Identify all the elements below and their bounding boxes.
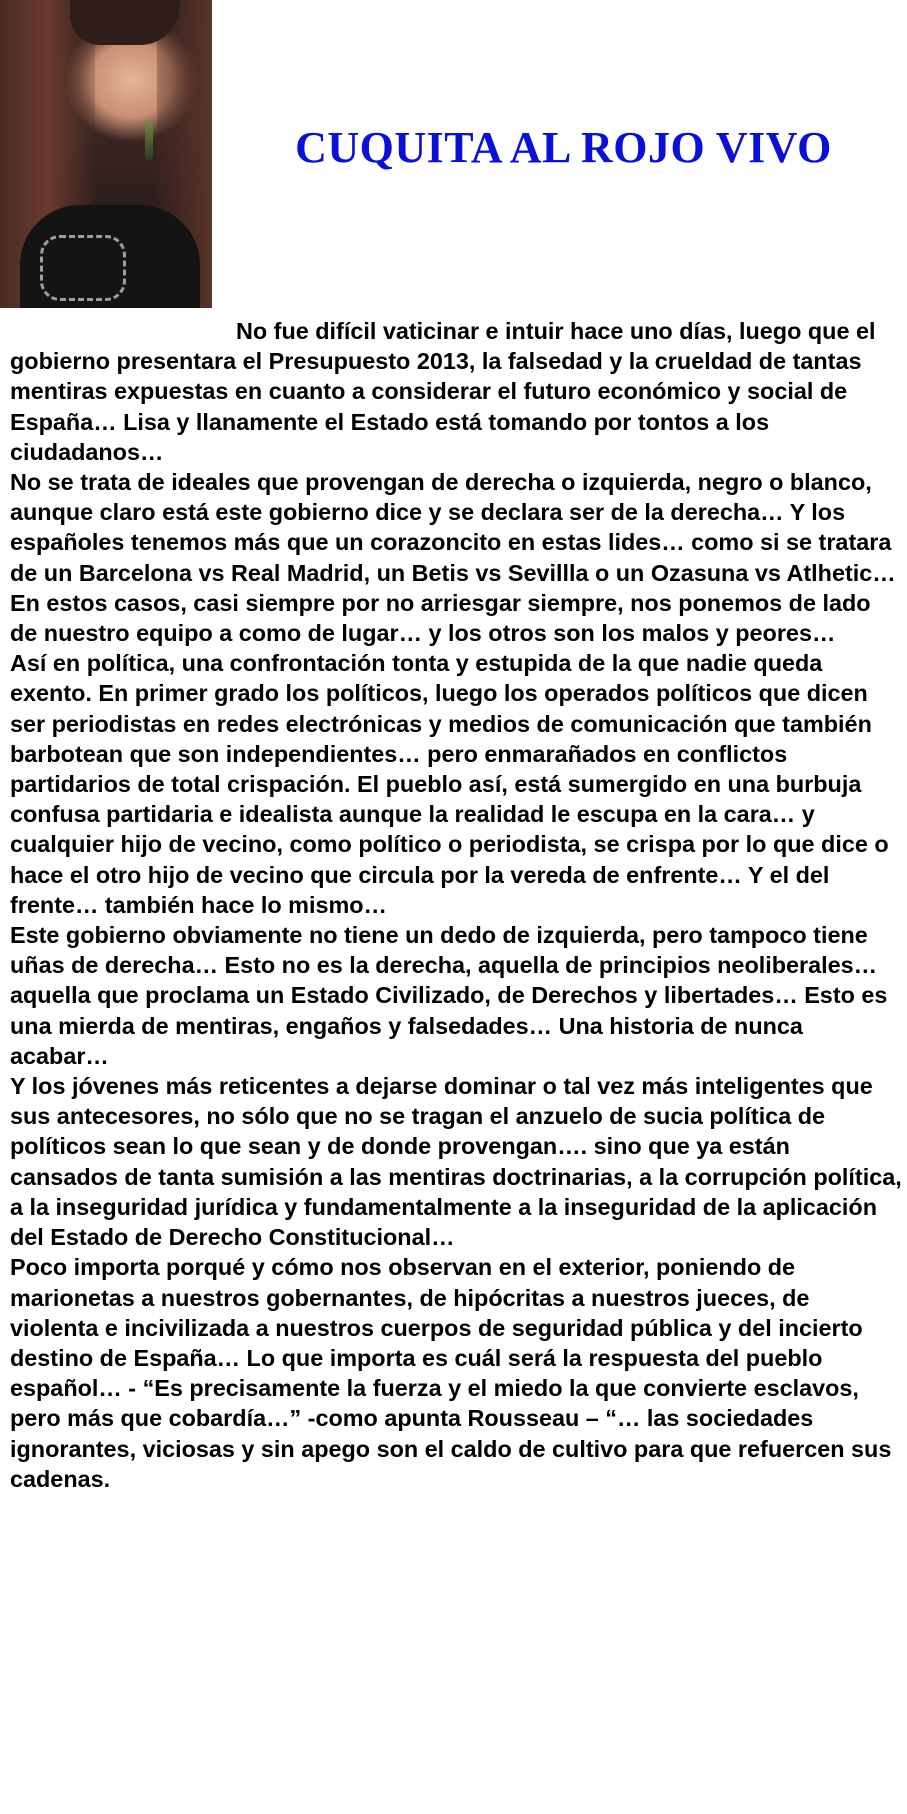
paragraph: No fue difícil vaticinar e intuir hace uno días, luego que el gobierno presentara el Presupuesto 2013, la falsedad y la crueldad de tantas mentiras expuestas en cuanto a considerar el futuro económico y social de España… Lisa y llanamente el Estado está tomando por tontos a los ciudadanos… — [10, 318, 876, 465]
paragraph: Poco importa porqué y cómo nos observan en el exterior, poniendo de marionetas a nuestros gobernantes, de hipócritas a nuestros jueces, de violenta e incivilizada a nuestros cuerpos de seguridad pública y del incierto destino de España… Lo que importa es cuál será la respuesta del pueblo español… - “Es precisamente la fuerza y el miedo la que convierte esclavos, pero más que cobardía…” -como apunta Rousseau – “… las sociedades ignorantes, viciosas y sin apego son el caldo de cultivo para que refuercen sus cadenas. — [10, 1254, 892, 1492]
paragraph: Este gobierno obviamente no tiene un dedo de izquierda, pero tampoco tiene uñas de derecha… Esto no es la derecha, aquella de principios neoliberales… aquella que proclama un Estado Civilizado, de Derechos y libertades… Esto es una mierda de mentiras, engaños y falsedades… Una historia de nunca acabar… — [10, 922, 888, 1069]
paragraph: No se trata de ideales que provengan de derecha o izquierda, negro o blanco, aunque claro está este gobierno dice y se declara ser de la derecha… Y los españoles tenemos más que un corazoncito en estas lides… como si se tratara de un Barcelona vs Real Madrid, un Betis vs Sevillla o un Ozasuna vs Atlhetic… En estos casos, casi siempre por no arriesgar siempre, nos ponemos de lado de nuestro equipo a como de lugar… y los otros son los malos y peores… — [10, 469, 896, 647]
article-title: CUQUITA AL ROJO VIVO — [295, 123, 832, 172]
photo-shirt-print — [40, 235, 126, 301]
photo-earring — [145, 120, 153, 160]
article-body — [10, 316, 903, 1494]
paragraph: Así en política, una confrontación tonta y estupida de la que nadie queda exento. En primer grado los políticos, luego los operados políticos que dicen ser periodistas en redes electrónicas y medios de comunicación que también barbotean que son independientes… pero enmarañados en conflictos partidarios de total crispación. El pueblo así, está sumergido en una burbuja confusa partidaria e idealista aunque la realidad le escupa en la cara… y cualquier hijo de vecino, como político o periodista, se crispa por lo que dice o hace el otro hijo de vecino que circula por la vereda de enfrente… Y el del frente… también hace lo mismo… — [10, 650, 889, 918]
author-photo — [0, 0, 212, 308]
paragraph: Y los jóvenes más reticentes a dejarse dominar o tal vez más inteligentes que sus antecesores, no sólo que no se tragan el anzuelo de sucia política de políticos sean lo que sean y de donde provengan…. sino que ya están cansados de tanta sumisión a las mentiras doctrinarias, a la corrupción política, a la inseguridad jurídica y fundamentalmente a la inseguridad de la aplicación del Estado de Derecho Constitucional… — [10, 1073, 902, 1251]
